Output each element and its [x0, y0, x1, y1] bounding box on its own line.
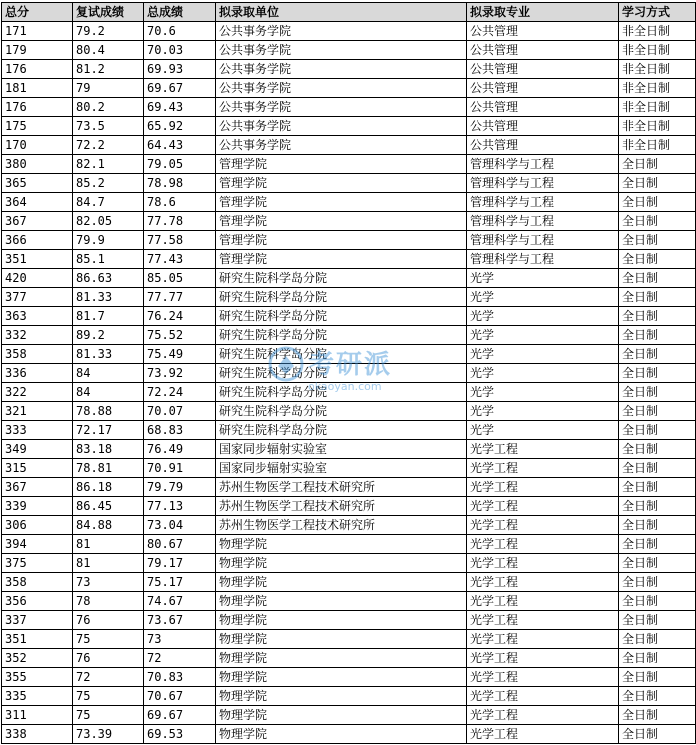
cell-retest-score: 84 [73, 364, 144, 383]
watermark-url: okaoyan.com [308, 380, 382, 393]
admission-table [1, 2, 696, 744]
cell-retest-score: 78.81 [73, 459, 144, 478]
cell-admitting-major: 光学工程 [467, 516, 619, 535]
table-row [2, 345, 696, 364]
cell-admitting-major: 光学 [467, 421, 619, 440]
cell-admitting-unit: 苏州生物医学工程技术研究所 [216, 516, 467, 535]
cell-retest-score: 80.2 [73, 98, 144, 117]
cell-overall-score: 69.93 [144, 60, 216, 79]
cell-admitting-unit: 研究生院科学岛分院 [216, 421, 467, 440]
table-row [2, 611, 696, 630]
cell-retest-score: 79.2 [73, 22, 144, 41]
cell-study-mode: 全日制 [619, 687, 696, 706]
cell-admitting-unit: 研究生院科学岛分院 [216, 326, 467, 345]
cell-total-score: 338 [2, 725, 73, 744]
header-study-mode: 学习方式 [619, 3, 696, 22]
cell-study-mode: 全日制 [619, 212, 696, 231]
cell-study-mode: 全日制 [619, 725, 696, 744]
cell-admitting-major: 光学 [467, 383, 619, 402]
cell-retest-score: 80.4 [73, 41, 144, 60]
cell-admitting-unit: 研究生院科学岛分院 [216, 364, 467, 383]
cell-total-score: 420 [2, 269, 73, 288]
cell-study-mode: 全日制 [619, 402, 696, 421]
cell-total-score: 322 [2, 383, 73, 402]
cell-admitting-unit: 物理学院 [216, 725, 467, 744]
cell-overall-score: 76.49 [144, 440, 216, 459]
cell-overall-score: 79.05 [144, 155, 216, 174]
cell-study-mode: 全日制 [619, 364, 696, 383]
cell-overall-score: 72 [144, 649, 216, 668]
cell-study-mode: 全日制 [619, 440, 696, 459]
cell-retest-score: 86.45 [73, 497, 144, 516]
cell-total-score: 315 [2, 459, 73, 478]
cell-admitting-unit: 物理学院 [216, 687, 467, 706]
table-row [2, 440, 696, 459]
cell-total-score: 321 [2, 402, 73, 421]
cell-admitting-major: 光学工程 [467, 687, 619, 706]
cell-admitting-unit: 研究生院科学岛分院 [216, 345, 467, 364]
cell-admitting-major: 公共管理 [467, 60, 619, 79]
cell-admitting-major: 管理科学与工程 [467, 193, 619, 212]
cell-total-score: 364 [2, 193, 73, 212]
cell-study-mode: 全日制 [619, 459, 696, 478]
table-row [2, 193, 696, 212]
cell-admitting-major: 公共管理 [467, 136, 619, 155]
cell-study-mode: 全日制 [619, 535, 696, 554]
cell-admitting-major: 管理科学与工程 [467, 174, 619, 193]
cell-total-score: 366 [2, 231, 73, 250]
cell-admitting-unit: 物理学院 [216, 668, 467, 687]
table-row [2, 478, 696, 497]
cell-overall-score: 78.98 [144, 174, 216, 193]
table-row [2, 497, 696, 516]
cell-overall-score: 78.6 [144, 193, 216, 212]
cell-admitting-major: 光学 [467, 402, 619, 421]
cell-study-mode: 全日制 [619, 250, 696, 269]
cell-admitting-unit: 公共事务学院 [216, 22, 467, 41]
cell-retest-score: 75 [73, 706, 144, 725]
cell-total-score: 337 [2, 611, 73, 630]
cell-total-score: 380 [2, 155, 73, 174]
cell-retest-score: 82.05 [73, 212, 144, 231]
cell-retest-score: 81.2 [73, 60, 144, 79]
cell-study-mode: 全日制 [619, 345, 696, 364]
cell-admitting-major: 光学工程 [467, 459, 619, 478]
cell-total-score: 351 [2, 250, 73, 269]
cell-overall-score: 68.83 [144, 421, 216, 440]
cell-admitting-unit: 研究生院科学岛分院 [216, 269, 467, 288]
cell-retest-score: 81 [73, 535, 144, 554]
cell-overall-score: 73.04 [144, 516, 216, 535]
cell-admitting-unit: 管理学院 [216, 174, 467, 193]
cell-total-score: 349 [2, 440, 73, 459]
cell-admitting-major: 光学工程 [467, 706, 619, 725]
header-row [2, 3, 696, 22]
cell-total-score: 176 [2, 98, 73, 117]
cell-admitting-unit: 研究生院科学岛分院 [216, 383, 467, 402]
cell-retest-score: 72.17 [73, 421, 144, 440]
cell-overall-score: 75.52 [144, 326, 216, 345]
cell-admitting-major: 光学工程 [467, 554, 619, 573]
header-admitting-unit: 拟录取单位 [216, 3, 467, 22]
cell-admitting-unit: 物理学院 [216, 611, 467, 630]
cell-overall-score: 69.67 [144, 79, 216, 98]
cell-retest-score: 78 [73, 592, 144, 611]
cell-retest-score: 73 [73, 573, 144, 592]
cell-retest-score: 89.2 [73, 326, 144, 345]
cell-overall-score: 73.92 [144, 364, 216, 383]
cell-total-score: 171 [2, 22, 73, 41]
cell-admitting-unit: 研究生院科学岛分院 [216, 402, 467, 421]
cell-retest-score: 84.88 [73, 516, 144, 535]
cell-study-mode: 非全日制 [619, 60, 696, 79]
table-row [2, 307, 696, 326]
cell-overall-score: 70.6 [144, 22, 216, 41]
cell-study-mode: 全日制 [619, 478, 696, 497]
cell-admitting-unit: 公共事务学院 [216, 79, 467, 98]
cell-overall-score: 70.07 [144, 402, 216, 421]
table-row [2, 117, 696, 136]
cell-admitting-unit: 物理学院 [216, 535, 467, 554]
cell-total-score: 367 [2, 212, 73, 231]
cell-admitting-major: 光学工程 [467, 478, 619, 497]
cell-retest-score: 76 [73, 611, 144, 630]
cell-study-mode: 非全日制 [619, 22, 696, 41]
cell-retest-score: 81 [73, 554, 144, 573]
cell-overall-score: 75.49 [144, 345, 216, 364]
cell-total-score: 181 [2, 79, 73, 98]
cell-admitting-major: 光学工程 [467, 497, 619, 516]
cell-admitting-unit: 公共事务学院 [216, 117, 467, 136]
cell-retest-score: 76 [73, 649, 144, 668]
cell-overall-score: 72.24 [144, 383, 216, 402]
cell-retest-score: 73.39 [73, 725, 144, 744]
cell-admitting-major: 光学工程 [467, 668, 619, 687]
table-row [2, 326, 696, 345]
cell-retest-score: 84 [73, 383, 144, 402]
cell-admitting-major: 公共管理 [467, 117, 619, 136]
cell-admitting-unit: 管理学院 [216, 155, 467, 174]
cell-admitting-major: 光学 [467, 269, 619, 288]
cell-admitting-unit: 物理学院 [216, 630, 467, 649]
cell-retest-score: 86.63 [73, 269, 144, 288]
cell-overall-score: 79.17 [144, 554, 216, 573]
cell-admitting-unit: 物理学院 [216, 706, 467, 725]
cell-total-score: 358 [2, 345, 73, 364]
cell-total-score: 333 [2, 421, 73, 440]
cell-admitting-unit: 管理学院 [216, 193, 467, 212]
table-row [2, 592, 696, 611]
cell-study-mode: 全日制 [619, 421, 696, 440]
cell-total-score: 336 [2, 364, 73, 383]
table-row [2, 60, 696, 79]
cell-overall-score: 77.78 [144, 212, 216, 231]
cell-admitting-major: 光学 [467, 345, 619, 364]
cell-overall-score: 70.91 [144, 459, 216, 478]
cell-retest-score: 83.18 [73, 440, 144, 459]
cell-admitting-unit: 研究生院科学岛分院 [216, 288, 467, 307]
cell-admitting-unit: 管理学院 [216, 212, 467, 231]
table-header [2, 3, 696, 22]
cell-overall-score: 79.79 [144, 478, 216, 497]
watermark-text: 考研派 [308, 350, 393, 380]
cell-admitting-unit: 物理学院 [216, 649, 467, 668]
table-row [2, 649, 696, 668]
cell-admitting-major: 光学 [467, 326, 619, 345]
cell-admitting-major: 光学工程 [467, 573, 619, 592]
cell-study-mode: 全日制 [619, 155, 696, 174]
cell-total-score: 176 [2, 60, 73, 79]
cell-admitting-unit: 管理学院 [216, 231, 467, 250]
cell-overall-score: 69.67 [144, 706, 216, 725]
cell-admitting-major: 光学工程 [467, 630, 619, 649]
table-row [2, 22, 696, 41]
table-body [2, 22, 696, 744]
cell-retest-score: 72.2 [73, 136, 144, 155]
table-row [2, 269, 696, 288]
cell-total-score: 179 [2, 41, 73, 60]
cell-retest-score: 79.9 [73, 231, 144, 250]
cell-admitting-major: 光学工程 [467, 611, 619, 630]
cell-admitting-unit: 苏州生物医学工程技术研究所 [216, 497, 467, 516]
table-row [2, 554, 696, 573]
cell-total-score: 358 [2, 573, 73, 592]
cell-total-score: 363 [2, 307, 73, 326]
cell-study-mode: 全日制 [619, 516, 696, 535]
cell-admitting-major: 管理科学与工程 [467, 155, 619, 174]
cell-study-mode: 全日制 [619, 592, 696, 611]
cell-retest-score: 81.33 [73, 345, 144, 364]
cell-retest-score: 79 [73, 79, 144, 98]
cell-admitting-unit: 研究生院科学岛分院 [216, 307, 467, 326]
cell-admitting-unit: 公共事务学院 [216, 136, 467, 155]
cell-overall-score: 64.43 [144, 136, 216, 155]
cell-total-score: 352 [2, 649, 73, 668]
cell-retest-score: 84.7 [73, 193, 144, 212]
cell-study-mode: 非全日制 [619, 79, 696, 98]
cell-study-mode: 全日制 [619, 630, 696, 649]
table-row [2, 98, 696, 117]
cell-total-score: 377 [2, 288, 73, 307]
table-row [2, 706, 696, 725]
table-row [2, 174, 696, 193]
table-row [2, 136, 696, 155]
cell-admitting-major: 光学 [467, 307, 619, 326]
cell-admitting-major: 公共管理 [467, 22, 619, 41]
cell-admitting-major: 光学工程 [467, 725, 619, 744]
table-row [2, 459, 696, 478]
table-row [2, 573, 696, 592]
table-row [2, 231, 696, 250]
cell-study-mode: 全日制 [619, 269, 696, 288]
cell-retest-score: 81.7 [73, 307, 144, 326]
cell-study-mode: 全日制 [619, 554, 696, 573]
cell-total-score: 355 [2, 668, 73, 687]
cell-study-mode: 非全日制 [619, 136, 696, 155]
cell-overall-score: 77.13 [144, 497, 216, 516]
cell-total-score: 375 [2, 554, 73, 573]
cell-total-score: 306 [2, 516, 73, 535]
cell-study-mode: 全日制 [619, 497, 696, 516]
cell-admitting-major: 管理科学与工程 [467, 250, 619, 269]
cell-admitting-unit: 国家同步辐射实验室 [216, 459, 467, 478]
cell-total-score: 311 [2, 706, 73, 725]
cell-admitting-unit: 物理学院 [216, 573, 467, 592]
cell-total-score: 365 [2, 174, 73, 193]
table-row [2, 383, 696, 402]
cell-admitting-major: 光学工程 [467, 535, 619, 554]
cell-overall-score: 73 [144, 630, 216, 649]
cell-retest-score: 75 [73, 687, 144, 706]
cell-admitting-major: 光学工程 [467, 440, 619, 459]
header-total-score: 总分 [2, 3, 73, 22]
cell-admitting-unit: 物理学院 [216, 554, 467, 573]
cell-admitting-major: 管理科学与工程 [467, 212, 619, 231]
cell-overall-score: 69.53 [144, 725, 216, 744]
cell-study-mode: 全日制 [619, 668, 696, 687]
header-admitting-major: 拟录取专业 [467, 3, 619, 22]
table-row [2, 79, 696, 98]
cell-overall-score: 85.05 [144, 269, 216, 288]
cell-admitting-major: 公共管理 [467, 98, 619, 117]
cell-overall-score: 70.03 [144, 41, 216, 60]
cell-retest-score: 73.5 [73, 117, 144, 136]
cell-admitting-unit: 公共事务学院 [216, 98, 467, 117]
cell-retest-score: 72 [73, 668, 144, 687]
table-row [2, 421, 696, 440]
table-row [2, 402, 696, 421]
cell-overall-score: 73.67 [144, 611, 216, 630]
cell-admitting-major: 管理科学与工程 [467, 231, 619, 250]
cell-admitting-major: 光学工程 [467, 592, 619, 611]
cell-study-mode: 全日制 [619, 193, 696, 212]
cell-study-mode: 全日制 [619, 326, 696, 345]
table-row [2, 630, 696, 649]
table-row [2, 516, 696, 535]
cell-admitting-major: 光学工程 [467, 649, 619, 668]
cell-total-score: 356 [2, 592, 73, 611]
cell-overall-score: 76.24 [144, 307, 216, 326]
table-row [2, 364, 696, 383]
table-row [2, 687, 696, 706]
cell-admitting-unit: 公共事务学院 [216, 41, 467, 60]
cell-overall-score: 80.67 [144, 535, 216, 554]
cell-total-score: 175 [2, 117, 73, 136]
cell-study-mode: 非全日制 [619, 41, 696, 60]
cell-study-mode: 全日制 [619, 383, 696, 402]
table-row [2, 41, 696, 60]
cell-retest-score: 75 [73, 630, 144, 649]
cell-study-mode: 全日制 [619, 573, 696, 592]
cell-total-score: 351 [2, 630, 73, 649]
cell-admitting-unit: 管理学院 [216, 250, 467, 269]
cell-retest-score: 78.88 [73, 402, 144, 421]
cell-study-mode: 全日制 [619, 307, 696, 326]
cell-admitting-unit: 公共事务学院 [216, 60, 467, 79]
cell-total-score: 332 [2, 326, 73, 345]
cell-retest-score: 82.1 [73, 155, 144, 174]
cell-study-mode: 全日制 [619, 649, 696, 668]
table-row [2, 212, 696, 231]
table-row [2, 155, 696, 174]
table-row [2, 250, 696, 269]
cell-admitting-unit: 物理学院 [216, 592, 467, 611]
cell-overall-score: 65.92 [144, 117, 216, 136]
cell-overall-score: 77.58 [144, 231, 216, 250]
cell-admitting-major: 公共管理 [467, 41, 619, 60]
cell-study-mode: 非全日制 [619, 98, 696, 117]
cell-retest-score: 86.18 [73, 478, 144, 497]
cell-admitting-unit: 国家同步辐射实验室 [216, 440, 467, 459]
cell-retest-score: 85.1 [73, 250, 144, 269]
cell-admitting-major: 光学 [467, 364, 619, 383]
cell-total-score: 367 [2, 478, 73, 497]
cell-study-mode: 全日制 [619, 706, 696, 725]
cell-overall-score: 70.67 [144, 687, 216, 706]
cell-admitting-major: 公共管理 [467, 79, 619, 98]
cell-overall-score: 70.83 [144, 668, 216, 687]
cell-overall-score: 77.77 [144, 288, 216, 307]
header-retest-score: 复试成绩 [73, 3, 144, 22]
table-row [2, 288, 696, 307]
cell-study-mode: 全日制 [619, 288, 696, 307]
cell-total-score: 335 [2, 687, 73, 706]
cell-study-mode: 全日制 [619, 231, 696, 250]
cell-admitting-unit: 苏州生物医学工程技术研究所 [216, 478, 467, 497]
cell-overall-score: 74.67 [144, 592, 216, 611]
table-row [2, 668, 696, 687]
header-overall-score: 总成绩 [144, 3, 216, 22]
cell-study-mode: 全日制 [619, 174, 696, 193]
table-row [2, 725, 696, 744]
cell-admitting-major: 光学 [467, 288, 619, 307]
table-row [2, 535, 696, 554]
cell-retest-score: 81.33 [73, 288, 144, 307]
cell-total-score: 170 [2, 136, 73, 155]
cell-total-score: 339 [2, 497, 73, 516]
cell-total-score: 394 [2, 535, 73, 554]
cell-retest-score: 85.2 [73, 174, 144, 193]
cell-study-mode: 非全日制 [619, 117, 696, 136]
cell-overall-score: 77.43 [144, 250, 216, 269]
cell-overall-score: 75.17 [144, 573, 216, 592]
cell-study-mode: 全日制 [619, 611, 696, 630]
cell-overall-score: 69.43 [144, 98, 216, 117]
